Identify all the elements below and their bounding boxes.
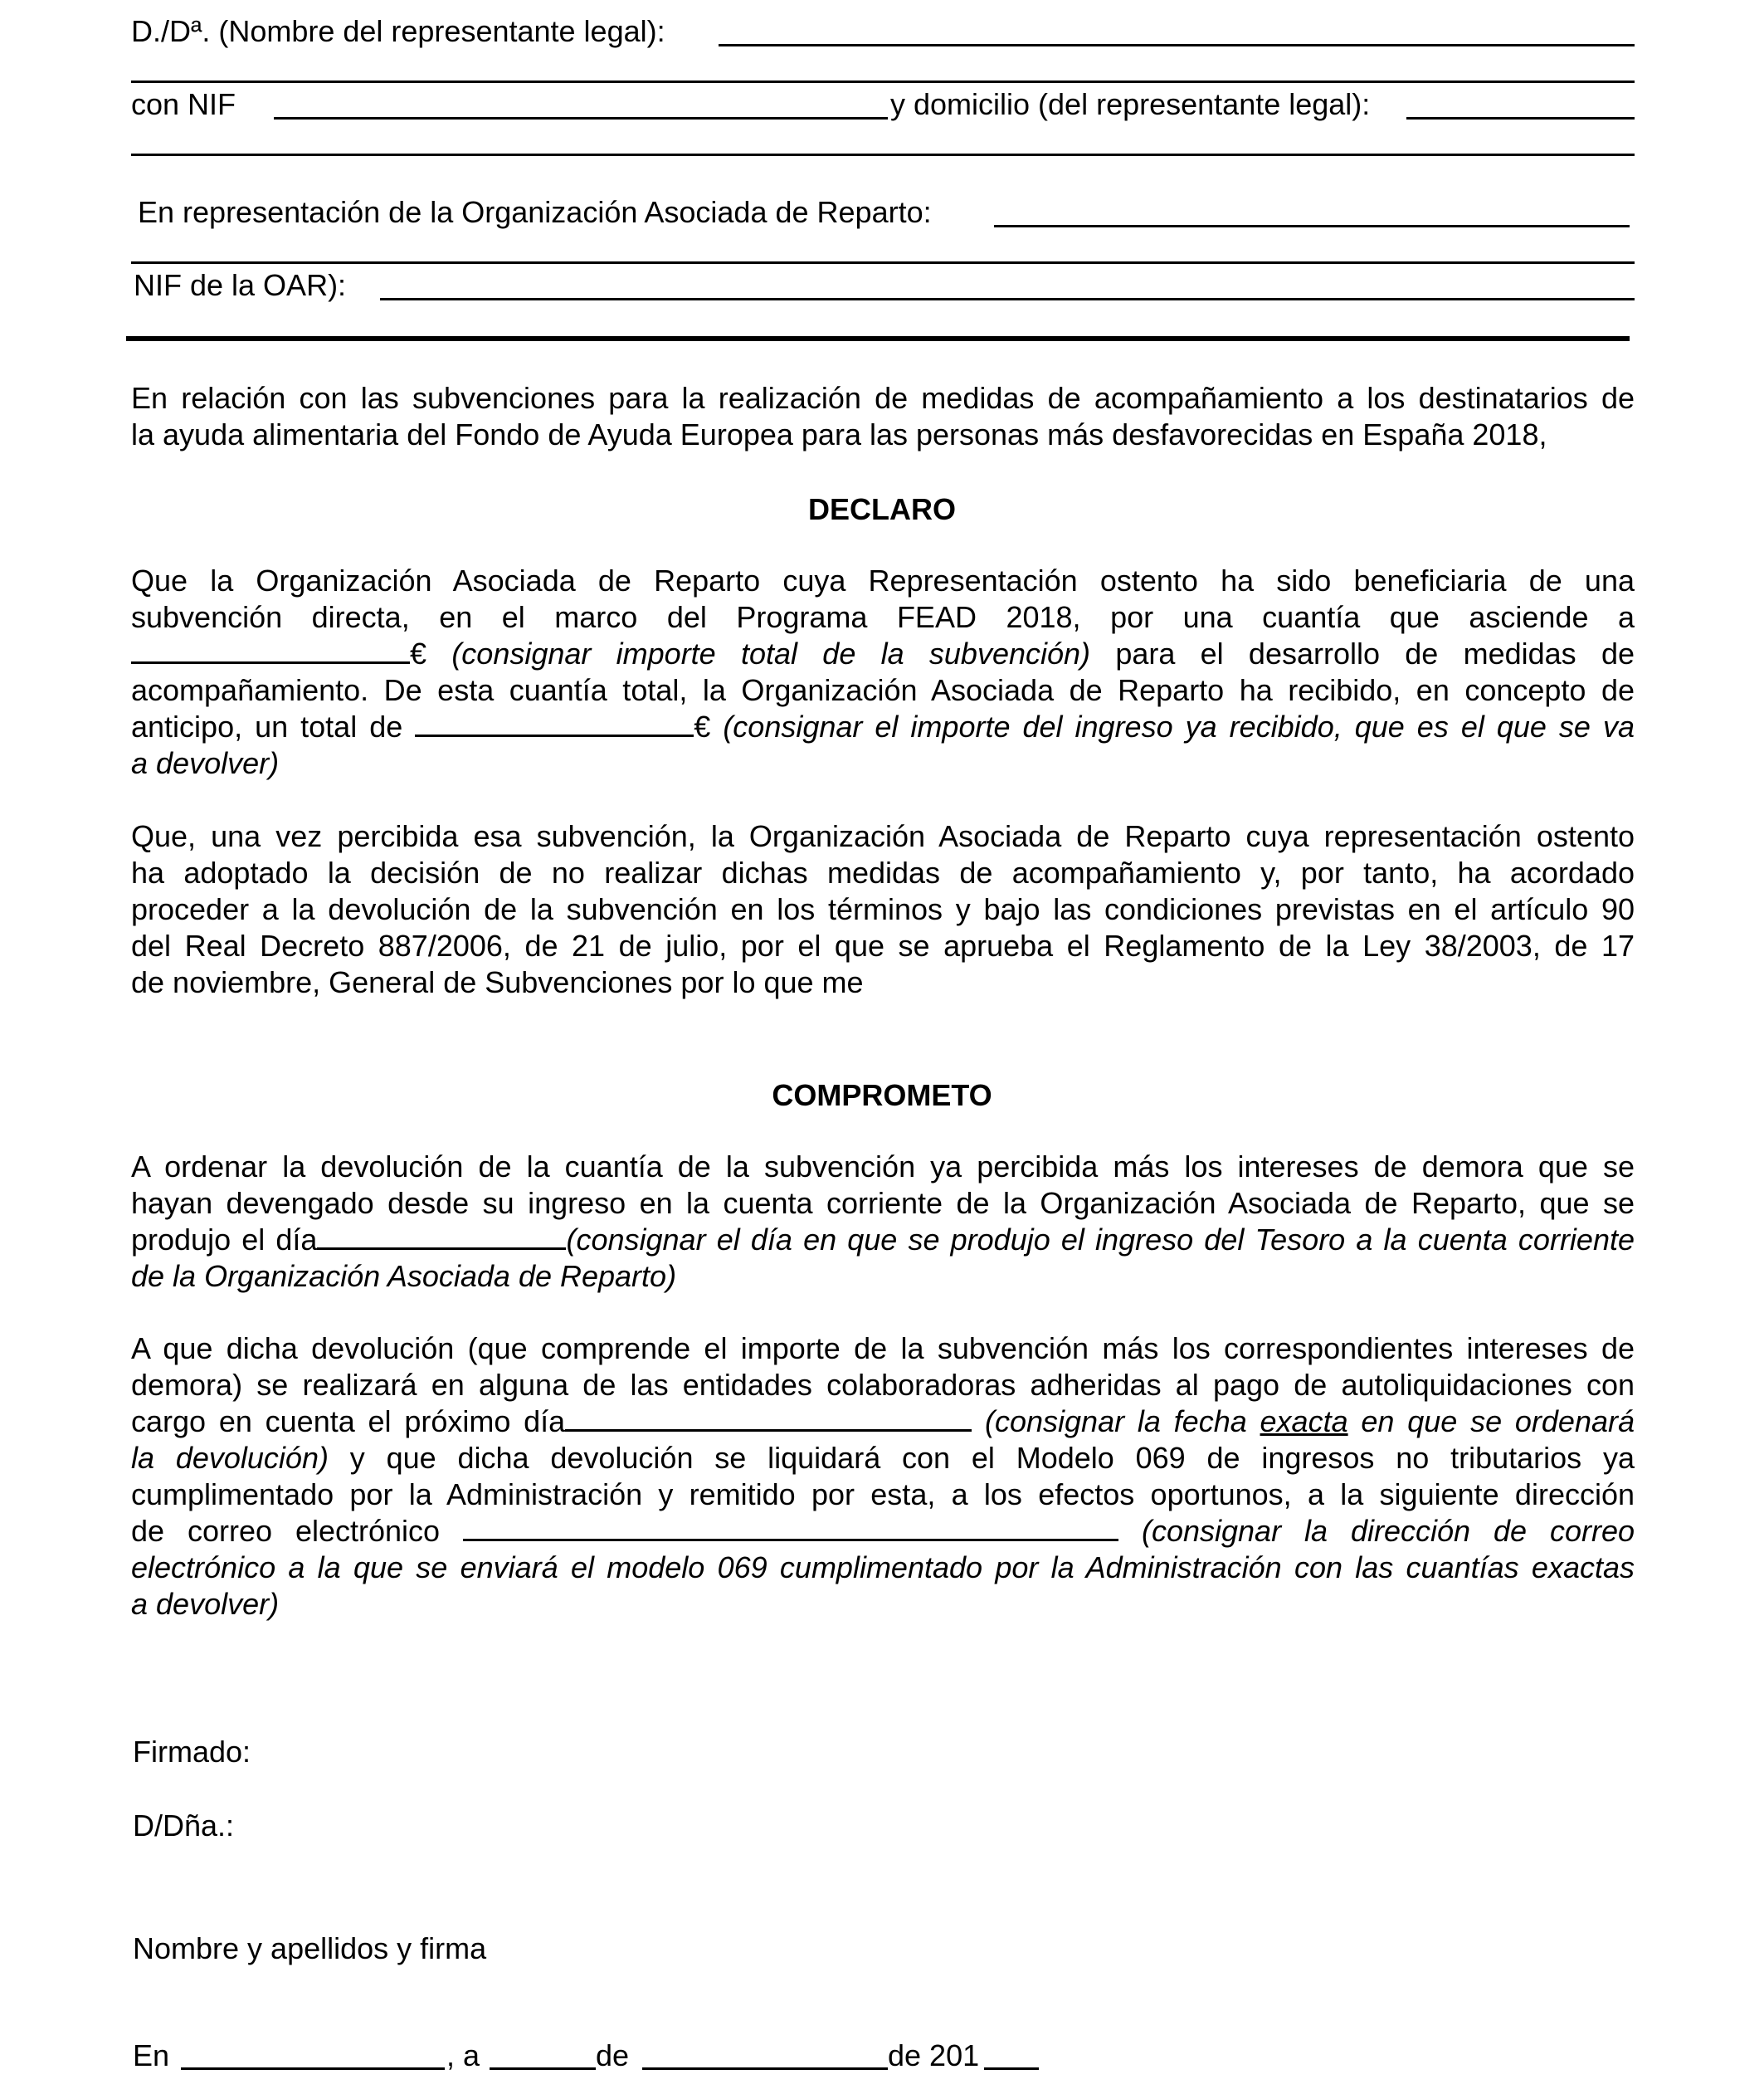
comprometo-p2-line: A que dicha devolución (que comprende el importe de la subvención más los correspondientes intereses de <box>131 1331 1635 1365</box>
declaro-p2-line: Que, una vez percibida esa subvención, la Organización Asociada de Reparto cuya representación ostento <box>131 819 1635 853</box>
declaro-heading: DECLARO <box>808 492 956 526</box>
advance-amount-field[interactable] <box>415 710 694 737</box>
declaro-paragraph-2 <box>131 818 1635 1001</box>
declaro-p1-line: acompañamiento. De esta cuantía total, la Organización Asociada de Reparto ha recibido, en concepto de <box>131 673 1635 707</box>
comprometo-paragraph-2 <box>131 1330 1635 1623</box>
oar-label: En representación de la Organización Asociada de Reparto: <box>138 195 932 229</box>
name-prefix-label: D/Dña.: <box>133 1808 235 1843</box>
comprometo-heading: COMPROMETO <box>772 1078 992 1112</box>
total-amount-field[interactable] <box>131 637 410 664</box>
email-hint-continued: electrónico a la que se enviará el modelo 069 cumplimentado por la Administración con las cuantías exactas <box>131 1550 1635 1584</box>
refund-date-hint-c: en que se ordenará <box>1361 1404 1635 1438</box>
representative-label: D./Dª. (Nombre del representante legal): <box>131 14 665 48</box>
representative-name-field-continuation[interactable] <box>131 81 1635 83</box>
comprometo-p2-line: demora) se realizará en alguna de las entidades colaboradoras adheridas al pago de autoliquidaciones con <box>131 1368 1635 1402</box>
declaro-p1-text: para el desarrollo de medidas de <box>1115 637 1635 671</box>
euro-symbol: € <box>410 637 427 671</box>
email-hint-end: a devolver) <box>131 1587 280 1621</box>
address-field[interactable] <box>1406 117 1635 120</box>
date-de-label: de <box>596 2038 630 2072</box>
address-label: y domicilio (del representante legal): <box>890 87 1371 121</box>
email-hint: (consignar la dirección de correo <box>1141 1514 1635 1548</box>
comprometo-p2-line <box>131 1513 1635 1550</box>
declaro-p2-line: del Real Decreto 887/2006, de 21 de julio, por el que se aprueba el Reglamento de la Ley 38/2003, de 17 <box>131 929 1635 963</box>
declaro-p1-line: subvención directa, en el marco del Programa FEAD 2018, por una cuantía que asciende a <box>131 600 1635 634</box>
declaro-paragraph-1 <box>131 563 1635 782</box>
euro-symbol: € <box>694 710 711 744</box>
declaro-p1-text: anticipo, un total de <box>131 710 403 744</box>
year-field[interactable] <box>984 2067 1039 2070</box>
declaro-p2-line: proceder a la devolución de la subvención en los términos y bajo las condiciones previstas en el artículo 90 <box>131 892 1635 926</box>
nif-label: con NIF <box>131 87 236 121</box>
refund-date-hint-exacta: exacta <box>1260 1404 1348 1438</box>
declaro-p1-line <box>131 636 1635 672</box>
declaro-p2-line: de noviembre, General de Subvenciones por lo que me <box>131 965 864 999</box>
comprometo-p1-line: hayan devengado desde su ingreso en la cuenta corriente de la Organización Asociada de Reparto, que se <box>131 1186 1635 1220</box>
date-a-label: , a <box>446 2038 480 2072</box>
place-field[interactable] <box>181 2067 445 2070</box>
oar-name-field-continuation[interactable] <box>131 261 1635 264</box>
day-field[interactable] <box>490 2067 596 2070</box>
oar-nif-field[interactable] <box>380 298 1635 300</box>
address-field-continuation[interactable] <box>131 154 1635 156</box>
oar-name-field[interactable] <box>994 225 1630 227</box>
signed-label: Firmado: <box>133 1735 251 1769</box>
total-amount-hint: (consignar importe total de la subvención) <box>451 637 1091 671</box>
comprometo-p2-line: cumplimentado por la Administración y remitido por esta, a los efectos oportunos, a la siguiente dirección <box>131 1477 1635 1511</box>
header-divider <box>126 336 1630 341</box>
representative-name-field[interactable] <box>719 44 1635 46</box>
comprometo-p2-text: y que dicha devolución se liquidará con el Modelo 069 de ingresos no tributarios ya <box>349 1441 1635 1475</box>
nif-field[interactable] <box>274 117 888 120</box>
comprometo-p2-line <box>131 1403 1635 1440</box>
declaro-p2-line: ha adoptado la decisión de no realizar dichas medidas de acompañamiento y, por tanto, ha acordado <box>131 856 1635 890</box>
advance-amount-hint: (consignar el importe del ingreso ya recibido, que es el que se va <box>723 710 1635 744</box>
refund-date-hint <box>985 1404 1635 1438</box>
comprometo-p2-text: cargo en cuenta el próximo día <box>131 1404 566 1438</box>
refund-date-field[interactable] <box>565 1404 972 1432</box>
intro-line: En relación con las subvenciones para la realización de medidas de acompañamiento a los destinatarios de <box>131 381 1635 415</box>
income-date-hint: (consignar el día en que se produjo el ingreso del Tesoro a la cuenta corriente <box>566 1223 1635 1257</box>
income-date-field[interactable] <box>317 1223 566 1250</box>
comprometo-p1-text: produjo el día <box>131 1223 318 1257</box>
name-sign-label: Nombre y apellidos y firma <box>133 1931 487 1965</box>
comprometo-p1-line <box>131 1222 1635 1258</box>
comprometo-paragraph-1 <box>131 1149 1635 1295</box>
declaro-p1-line <box>131 709 1635 745</box>
refund-date-hint-end: la devolución) <box>131 1441 329 1475</box>
declaro-p1-line: Que la Organización Asociada de Reparto cuya Representación ostento ha sido beneficiaria de una <box>131 564 1635 598</box>
intro-paragraph <box>131 380 1635 453</box>
email-field[interactable] <box>463 1514 1118 1541</box>
intro-line: la ayuda alimentaria del Fondo de Ayuda Europea para las personas más desfavorecidas en España 2018, <box>131 417 1547 451</box>
month-field[interactable] <box>642 2067 888 2070</box>
income-date-hint-end: de la Organización Asociada de Reparto) <box>131 1259 677 1293</box>
comprometo-p2-line <box>131 1440 1635 1476</box>
place-prefix: En <box>133 2038 170 2072</box>
advance-amount-hint-end: a devolver) <box>131 746 280 780</box>
oar-nif-label: NIF de la OAR): <box>134 268 347 302</box>
comprometo-p1-line: A ordenar la devolución de la cuantía de la subvención ya percibida más los intereses de demora que se <box>131 1149 1635 1184</box>
comprometo-p2-text: de correo electrónico <box>131 1514 441 1548</box>
refund-date-hint-a: (consignar la fecha <box>985 1404 1247 1438</box>
year-prefix-label: de 201 <box>888 2038 980 2072</box>
